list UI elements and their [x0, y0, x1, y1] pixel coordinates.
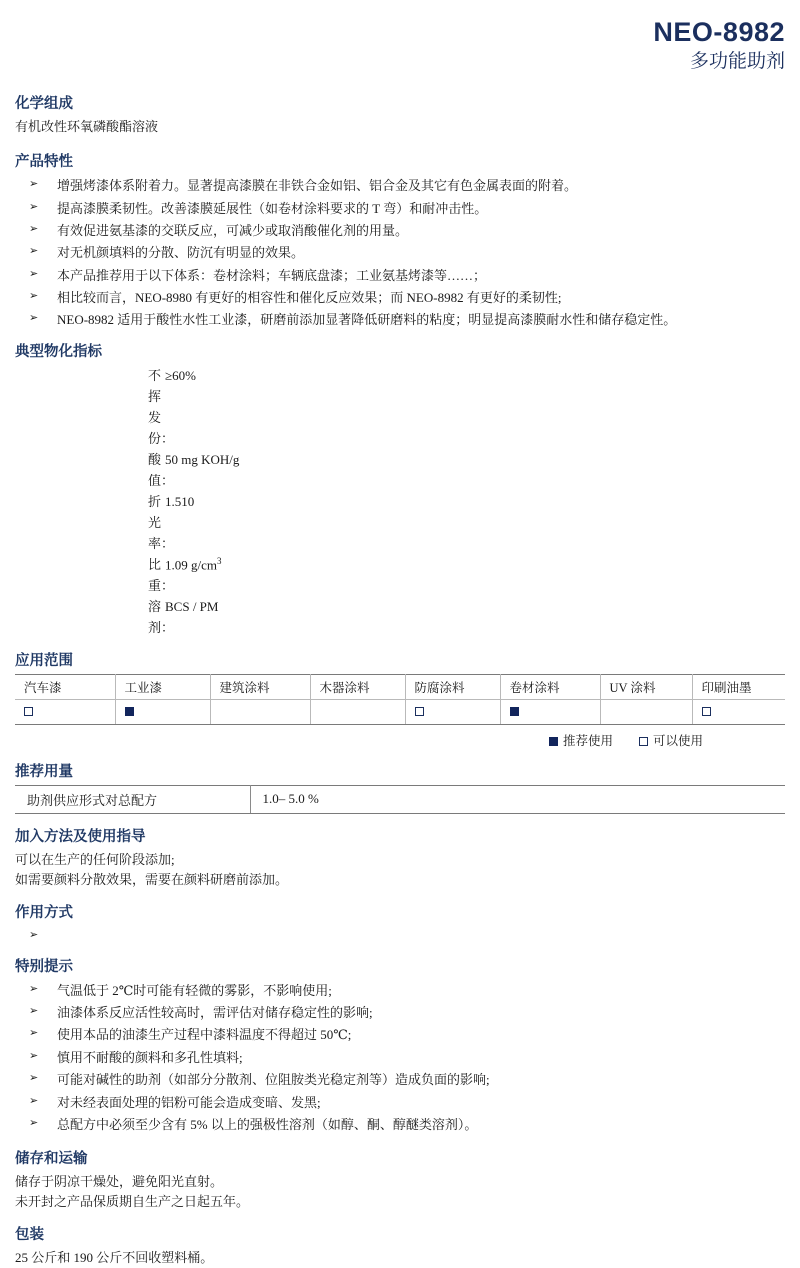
- application-mark-cell: [692, 700, 785, 725]
- text-line: 未开封之产品保质期自生产之日起五年。: [15, 1194, 250, 1210]
- product-code: NEO-8982: [653, 17, 785, 47]
- section-mode-of-action: [15, 904, 785, 944]
- list-item: ➢ 油漆体系反应活性较高时，需评估对储存稳定性的影响;: [15, 1002, 785, 1024]
- property-label: 折光率：: [148, 493, 175, 551]
- application-mark-cell: [600, 700, 692, 725]
- property-row: [15, 554, 785, 596]
- list-item: ➢ 使用本品的油漆生产过程中漆料温度不得超过 50℃;: [15, 1024, 785, 1046]
- table-row: [15, 785, 785, 813]
- property-value: 1.510: [165, 493, 195, 509]
- section-recommended-dosage: [15, 763, 785, 814]
- list-item: [15, 926, 785, 944]
- application-mark-cell: [210, 700, 310, 725]
- property-label: 酸值：: [148, 451, 175, 488]
- property-label: 比重：: [148, 557, 175, 594]
- section-special-notes: [15, 958, 785, 1136]
- section-chemical-composition: [15, 95, 785, 137]
- list-item: ➢ 对未经表面处理的铝粉可能会造成变暗、发黑;: [15, 1092, 785, 1114]
- application-mark-cell: [310, 700, 405, 725]
- table-row: [15, 700, 785, 725]
- text-line: 如需要颜料分散效果，需要在颜料研磨前添加。: [15, 871, 289, 887]
- property-row: [15, 596, 785, 638]
- list-item: ➢ 慎用不耐酸的颜料和多孔性填料;: [15, 1047, 785, 1069]
- special-notes-list: [15, 980, 785, 1137]
- dosage-label-cell: 助剂供应形式对总配方: [15, 785, 250, 813]
- application-mark-cell: [500, 700, 600, 725]
- storage-transport-heading: 储存和运输: [15, 1151, 88, 1168]
- property-value: 1.09 $g/cm^3$: [165, 556, 222, 573]
- addition-method-heading: 加入方法及使用指导: [15, 828, 146, 845]
- open-square-icon: [415, 707, 424, 716]
- mode-of-action-heading: 作用方式: [15, 905, 73, 922]
- list-item: ➢ 有效促进氨基漆的交联反应，可减少或取消酸催化剂的用量。: [15, 220, 785, 242]
- list-item: ➢ NEO-8982 适用于酸性水性工业漆，研磨前添加显著降低研磨料的粘度；明显提高漆膜耐水性和储存稳定性。: [15, 309, 785, 331]
- application-mark-cell: [15, 700, 115, 725]
- typical-properties-heading: 典型物化指标: [15, 343, 102, 360]
- column-header: UV 涂料: [600, 675, 692, 700]
- property-value: BCS / PM: [165, 599, 219, 615]
- product-features-heading: 产品特性: [15, 154, 73, 171]
- chemical-composition-text: 有机改性环氧磷酸酯溶液: [15, 119, 159, 135]
- application-legend: [15, 731, 785, 749]
- list-item: ➢ 气温低于 2℃时可能有轻微的雾影，不影响使用;: [15, 980, 785, 1002]
- recommended-dosage-table: [15, 785, 785, 814]
- property-value-superscript: 3: [217, 556, 222, 567]
- storage-transport-lines: [15, 1172, 785, 1212]
- document-body: [0, 95, 800, 1268]
- filled-square-icon: [125, 707, 134, 716]
- text-line: 可以在生产的任何阶段添加;: [15, 851, 175, 867]
- filled-square-icon: [510, 707, 519, 716]
- mode-of-action-list: [15, 926, 785, 944]
- section-storage-transport: [15, 1150, 785, 1212]
- section-application-range: [15, 652, 785, 749]
- legend-usable-label: 可以使用: [652, 734, 703, 749]
- legend-recommended-icon: [549, 737, 558, 746]
- dosage-value-cell: 1.0– 5.0 %: [250, 785, 785, 813]
- text-line: 储存于阴凉干燥处，避免阳光直射。: [15, 1174, 224, 1190]
- open-square-icon: [702, 707, 711, 716]
- column-header: 卷材涂料: [500, 675, 600, 700]
- legend-recommended-label: 推荐使用: [562, 734, 613, 749]
- application-range-table: [15, 674, 785, 725]
- addition-method-lines: [15, 850, 785, 890]
- column-header: 汽车漆: [15, 675, 115, 700]
- list-item: ➢ 总配方中必须至少含有 5% 以上的强极性溶剂（如醇、酮、醇醚类溶剂）。: [15, 1114, 785, 1136]
- typical-properties-list: [15, 365, 785, 639]
- legend-usable-icon: [639, 737, 648, 746]
- recommended-dosage-heading: 推荐用量: [15, 764, 73, 781]
- property-row: [15, 365, 785, 449]
- section-addition-method: [15, 828, 785, 890]
- product-features-list: [15, 175, 785, 332]
- list-item: ➢ 可能对碱性的助剂（如部分分散剂、位阻胺类光稳定剂等）造成负面的影响;: [15, 1069, 785, 1091]
- list-item: ➢ 对无机颜填料的分散、防沉有明显的效果。: [15, 242, 785, 264]
- property-label: 不挥发份：: [148, 367, 175, 446]
- section-typical-properties: [15, 343, 785, 638]
- list-item: ➢ 提高漆膜柔韧性。改善漆膜延展性（如卷材涂料要求的 T 弯）和耐冲击性。: [15, 198, 785, 220]
- property-row: [15, 449, 785, 491]
- special-notes-heading: 特别提示: [15, 958, 73, 975]
- list-item: ➢ 相比较而言，NEO-8980 有更好的相容性和催化反应效果；而 NEO-8982 有更好的柔韧性;: [15, 287, 785, 309]
- property-label: 溶剂：: [148, 599, 175, 636]
- document-header: [0, 0, 800, 73]
- application-range-heading: 应用范围: [15, 653, 73, 670]
- open-square-icon: [24, 707, 33, 716]
- column-header: 木器涂料: [310, 675, 405, 700]
- empty-cell-icon: [220, 707, 229, 716]
- empty-cell-icon: [610, 707, 619, 716]
- chemical-composition-heading: 化学组成: [15, 96, 73, 113]
- property-value: 50 mg KOH/g: [165, 451, 240, 467]
- column-header: 防腐涂料: [405, 675, 500, 700]
- table-header-row: [15, 675, 785, 700]
- section-product-features: [15, 153, 785, 331]
- column-header: 工业漆: [115, 675, 210, 700]
- application-mark-cell: [115, 700, 210, 725]
- column-header: 建筑涂料: [210, 675, 310, 700]
- list-item: ➢ 本产品推荐用于以下体系：卷材涂料；车辆底盘漆；工业氨基烤漆等……；: [15, 265, 785, 287]
- product-subtitle: 多功能助剂: [689, 50, 785, 72]
- property-row: [15, 491, 785, 554]
- section-packaging: [15, 1226, 785, 1268]
- packaging-heading: 包装: [15, 1227, 44, 1244]
- column-header: 印刷油墨: [692, 675, 785, 700]
- property-value: ≥60%: [165, 367, 196, 383]
- empty-cell-icon: [320, 707, 329, 716]
- packaging-text: 25 公斤和 190 公斤不回收塑料桶。: [15, 1250, 214, 1266]
- list-item: ➢ 增强烤漆体系附着力。显著提高漆膜在非铁合金如铝、铝合金及其它有色金属表面的附着。: [15, 175, 785, 197]
- application-mark-cell: [405, 700, 500, 725]
